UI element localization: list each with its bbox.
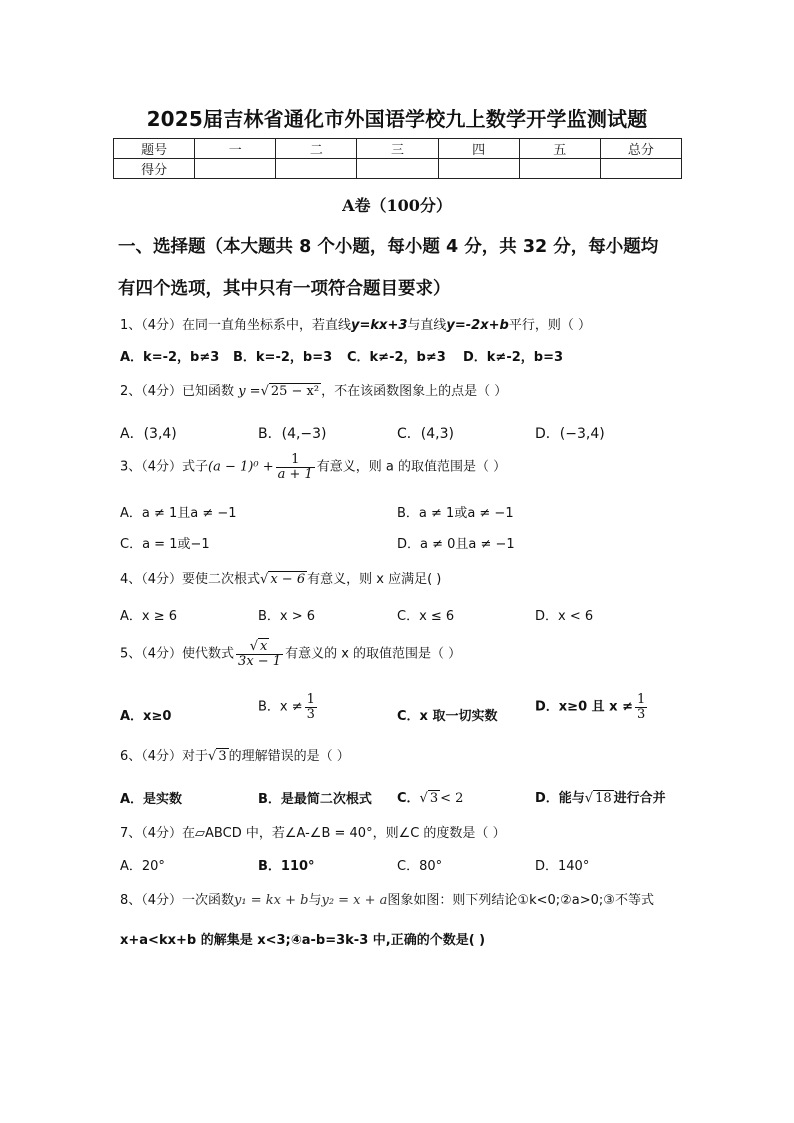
sqrt-symbol-icon: √ <box>208 749 217 764</box>
q1-option-d: D．k≠-2，b=3 <box>463 350 564 365</box>
sqrt-symbol-icon: √ <box>260 572 269 587</box>
q5-optb-fraction <box>305 693 317 721</box>
question-8-line1 <box>120 889 654 908</box>
q5-prefix: 5、（4分）使代数式 <box>120 646 235 662</box>
question-2 <box>120 380 507 399</box>
score-row-label: 得分 <box>114 159 195 179</box>
q5-optd-prefix: D．x≥0 且 x ≠ <box>535 699 633 715</box>
q2-func-lhs: y = <box>238 384 261 399</box>
q8-y2: y₂ = x + a <box>321 893 388 908</box>
q5-option-d <box>535 693 649 721</box>
q2-prefix: 2、（4分）已知函数 <box>120 384 235 399</box>
q5-option-c: C．x 取一切实数 <box>397 709 498 724</box>
question-7: 7、（4分）在▱ABCD 中，若∠A-∠B = 40°，则∠C 的度数是（ ） <box>120 826 506 841</box>
q1-option-a: A．k=-2，b≠3 <box>120 350 220 365</box>
q8-prefix: 8、（4分）一次函数 <box>120 893 235 908</box>
q5-optb-prefix: B．x ≠ <box>258 699 303 715</box>
section1-heading-line1: 一、选择题（本大题共 8 个小题，每小题 4 分，共 32 分，每小题均 <box>118 237 659 257</box>
q7-option-c: C．80° <box>397 859 443 874</box>
q3-expr-left: (a − 1)⁰ + <box>208 459 274 475</box>
question-4 <box>120 568 441 587</box>
q6-radicand: 3 <box>218 749 227 764</box>
q6-optd-radicand: 18 <box>595 791 612 806</box>
q2-suffix: ，不在该函数图象上的点是（ ） <box>321 384 508 399</box>
q4-option-d: D．x < 6 <box>535 609 594 624</box>
score-cell-blank <box>195 159 276 179</box>
sqrt-symbol-icon: √ <box>419 791 428 806</box>
q4-prefix: 4、（4分）要使二次根式 <box>120 572 261 587</box>
q5-optd-den: 3 <box>636 706 646 722</box>
score-cell-blank <box>276 159 357 179</box>
question-5 <box>120 640 461 668</box>
q3-fraction <box>276 453 315 481</box>
q8-with: 与 <box>308 893 322 908</box>
sqrt-symbol-icon: √ <box>260 384 269 399</box>
score-table <box>113 138 682 179</box>
q8-line1-suffix: 图象如图：则下列结论①k<0;②a>0;③不等式 <box>387 893 654 908</box>
score-cell-header: 三 <box>357 139 438 159</box>
q3-option-c: C．a = 1或−1 <box>120 537 210 552</box>
q5-optd-num: 1 <box>636 692 646 707</box>
question-8-line2: x+a<kx+b 的解集是 x<3;④a-b=3k-3 中,正确的个数是( ) <box>120 933 486 948</box>
q3-prefix: 3、（4分）式子 <box>120 459 209 475</box>
q1-mid: 与直线 <box>407 318 447 333</box>
q2-radicand: 25 − x² <box>270 384 320 399</box>
score-cell-header: 四 <box>438 139 519 159</box>
q3-frac-num: 1 <box>276 453 315 468</box>
q4-option-a: A．x ≥ 6 <box>120 609 178 624</box>
q6-suffix: 的理解错误的是（ ） <box>228 749 350 764</box>
score-table-header-row <box>114 139 682 159</box>
q5-frac-den: 3x − 1 <box>238 653 282 669</box>
q7-option-b: B．110° <box>258 859 315 874</box>
q5-fraction <box>236 640 283 668</box>
q3-option-b: B．a ≠ 1或a ≠ −1 <box>397 506 514 521</box>
score-table-score-row <box>114 159 682 179</box>
q5-suffix: 有意义的 x 的取值范围是（ ） <box>285 646 462 662</box>
q6-option-d <box>535 787 666 806</box>
q7-option-d: D．140° <box>535 859 590 874</box>
q6-optd-suffix: 进行合并 <box>613 791 666 806</box>
question-1 <box>120 314 591 333</box>
score-cell-blank <box>438 159 519 179</box>
q6-optc-radicand: 3 <box>429 791 439 806</box>
score-cell-header: 五 <box>519 139 600 159</box>
q1-option-c: C．k≠-2，b≠3 <box>347 350 446 365</box>
sqrt-symbol-icon: √ <box>249 639 259 654</box>
score-cell-header: 一 <box>195 139 276 159</box>
q6-optc-prefix: C． <box>397 791 420 806</box>
q2-option-b: B．(4,−3) <box>258 426 327 442</box>
section1-heading-line2: 有四个选项，其中只有一项符合题目要求） <box>118 279 451 299</box>
q3-suffix: 有意义，则 a 的取值范围是（ ） <box>316 459 507 475</box>
q3-frac-den: a + 1 <box>277 466 313 482</box>
q5-optb-den: 3 <box>306 706 315 722</box>
score-cell-blank <box>519 159 600 179</box>
q6-prefix: 6、（4分）对于 <box>120 749 209 764</box>
q3-option-a: A．a ≠ 1且a ≠ −1 <box>120 506 237 521</box>
q2-option-a: A．(3,4) <box>120 426 177 442</box>
q1-eq2: y=-2x+b <box>446 318 509 333</box>
q4-radicand: x − 6 <box>270 572 306 587</box>
q1-prefix: 1、（4分）在同一直角坐标系中，若直线 <box>120 318 352 333</box>
q4-suffix: 有意义，则 x 应满足( ) <box>307 572 442 587</box>
q8-y1: y₁ = kx + b <box>234 893 309 908</box>
q6-option-b: B．是最简二次根式 <box>258 792 372 807</box>
q5-frac-num-wrap <box>236 640 283 655</box>
q1-suffix: 平行，则（ ） <box>508 318 591 333</box>
score-cell-blank <box>357 159 438 179</box>
sqrt-symbol-icon: √ <box>584 791 594 806</box>
q6-optd-prefix: D．能与 <box>535 791 585 806</box>
q1-option-b: B．k=-2，b=3 <box>233 350 333 365</box>
score-cell-header: 总分 <box>600 139 681 159</box>
exam-title: 2025届吉林省通化市外国语学校九上数学开学监测试题 <box>146 107 648 131</box>
q4-option-c: C．x ≤ 6 <box>397 609 455 624</box>
q6-option-a: A．是实数 <box>120 792 183 807</box>
question-3 <box>120 453 506 481</box>
score-cell-header: 题号 <box>114 139 195 159</box>
q5-optd-fraction <box>635 693 647 721</box>
section-a-heading: A卷（100分） <box>342 196 452 215</box>
score-cell-blank <box>600 159 681 179</box>
q6-option-c <box>397 787 463 806</box>
q2-option-d: D．(−3,4) <box>535 426 605 442</box>
q5-option-b <box>258 693 319 721</box>
q5-frac-num: x <box>260 639 268 654</box>
score-cell-header: 二 <box>276 139 357 159</box>
q3-option-d: D．a ≠ 0且a ≠ −1 <box>397 537 515 552</box>
q5-option-a: A．x≥0 <box>120 709 172 724</box>
q5-optb-num: 1 <box>306 692 315 707</box>
q1-eq1: y=kx+3 <box>351 318 408 333</box>
question-6 <box>120 745 350 764</box>
q2-option-c: C．(4,3) <box>397 426 454 442</box>
q7-option-a: A．20° <box>120 859 165 874</box>
q4-option-b: B．x > 6 <box>258 609 316 624</box>
q6-optc-suffix: < 2 <box>440 791 464 806</box>
